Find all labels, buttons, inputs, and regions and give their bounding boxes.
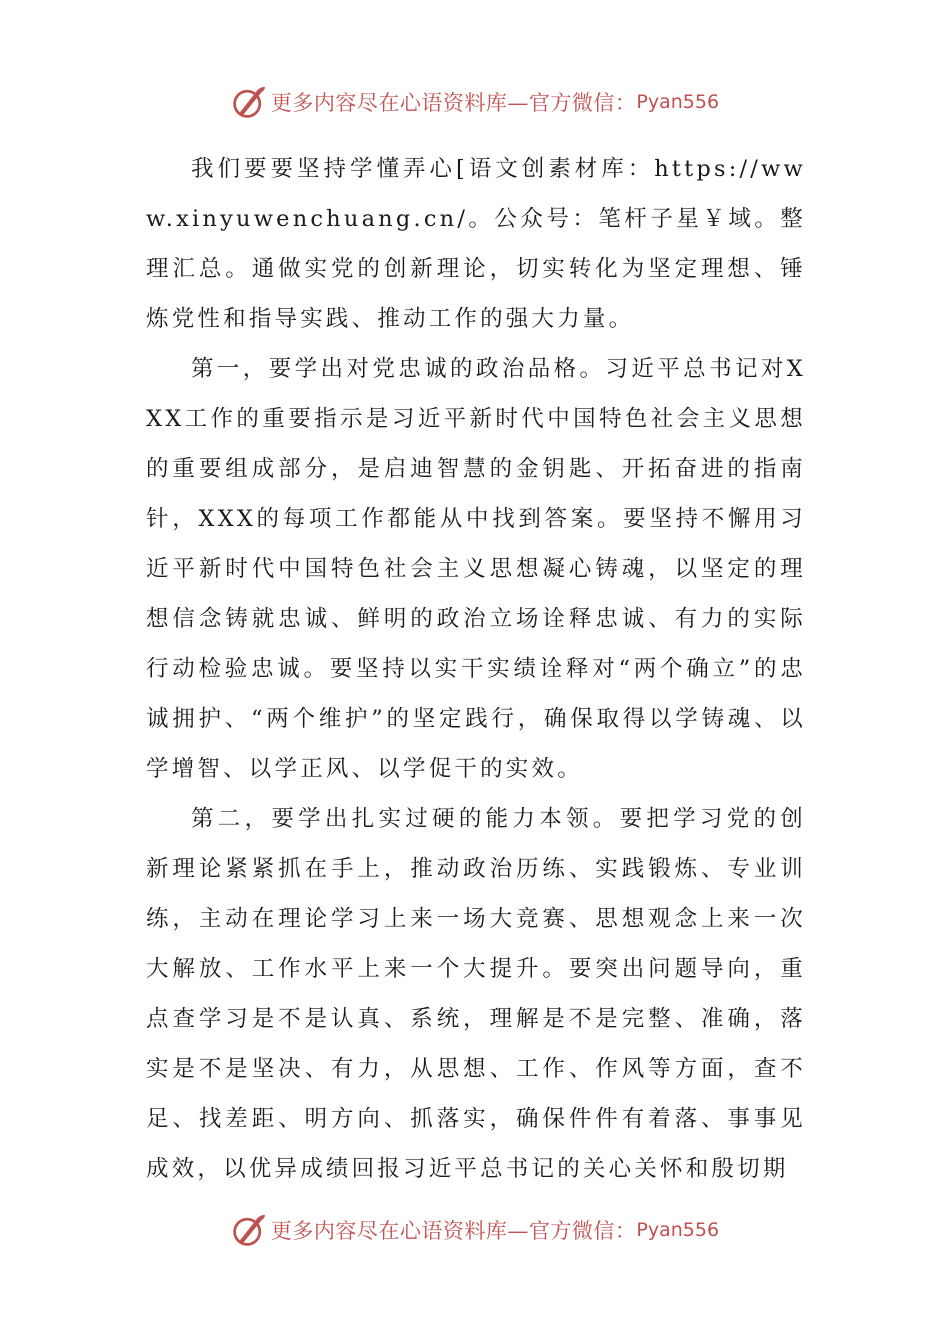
header-banner-account: Pyan556 [636,91,720,113]
quill-pen-circle-icon [231,1212,267,1248]
paragraph-first-point: 第一，要学出对党忠诚的政治品格。习近平总书记对XXX工作的重要指示是习近平新时代中国特色社会主义思想的重要组成部分，是启迪智慧的金钥匙、开拓奋进的指南针，XXX的每项工作都能从中找到答案。要坚持不懈用习近平新时代中国特色社会主义思想凝心铸魂，以坚定的理想信念铸就忠诚、鲜明的政治立场诠释忠诚、有力的实际行动检验忠诚。要坚持以实干实绩诠释对“两个确立”的忠诚拥护、“两个维护”的坚定践行，确保取得以学铸魂、以学增智、以学正风、以学促干的实效。 [146,356,806,782]
paragraph-intro: 我们要要坚持学懂弄心[语文创素材库：https://www.xinyuwenchuang.cn/。公众号：笔杆子星￥域。整理汇总。通做实党的创新理论，切实转化为坚定理想、锤炼党性和指导实践、推动工作的强大力量。 [146,156,806,332]
footer-banner-text: 更多内容尽在心语资料库—官方微信： [270,1219,637,1243]
footer-banner [0,1210,950,1250]
header-banner-text: 更多内容尽在心语资料库—官方微信： [270,91,637,115]
header-banner [0,82,950,122]
paragraph-second-point: 第二，要学出扎实过硬的能力本领。要把学习党的创新理论紧紧抓在手上，推动政治历练、实践锻炼、专业训练，主动在理论学习上来一场大竞赛、思想观念上来一次大解放、工作水平上来一个大提升。要突出问题导向，重点查学习是不是认真、系统，理解是不是完整、准确，落实是不是坚决、有力，从思想、工作、作风等方面，查不足、找差距、明方向、抓落实，确保件件有着落、事事见成效，以优异成绩回报习近平总书记的关心关怀和殷切期 [146,806,806,1182]
document-body [146,144,806,1194]
quill-pen-circle-icon [231,84,267,120]
footer-banner-account: Pyan556 [636,1219,720,1241]
